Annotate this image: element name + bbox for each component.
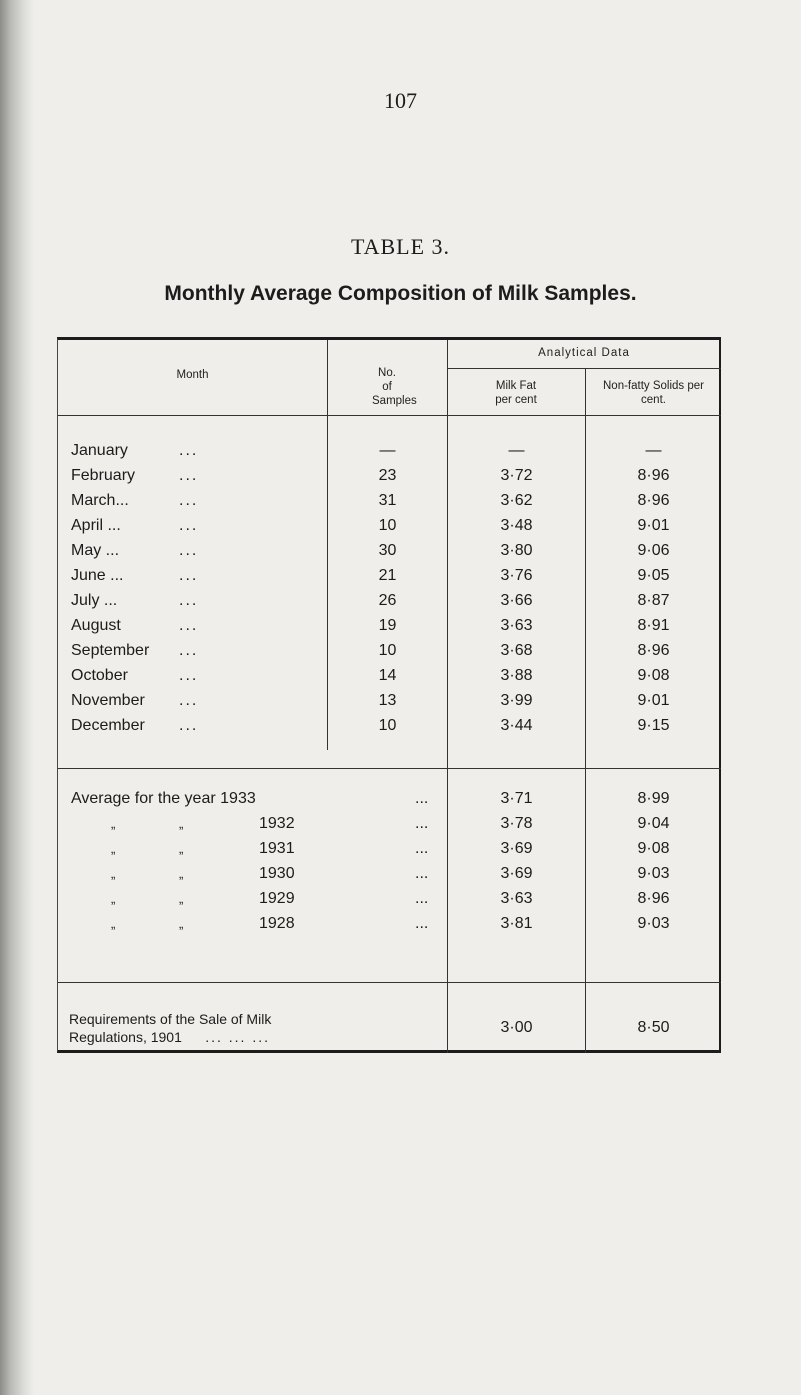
milk-fat-value: 3·44 [500,717,533,734]
milk-fat-value: 3·63 [500,617,533,634]
samples-value: 19 [378,617,397,634]
section-divider [58,982,721,983]
leader-dots: ... [179,617,199,634]
milk-fat-value: 3·62 [500,492,533,509]
leader-dots: ... ... ... [205,1029,271,1045]
leader-dots: ... [179,567,199,584]
ditto-marks: „ „ [111,891,214,906]
average-label: Average for the year [71,790,216,807]
samples-value: — [379,442,396,459]
milk-fat-value: 3·76 [500,567,533,584]
non-fatty-solids-value: 8·87 [637,592,670,609]
header-samples: No. of Samples [372,367,417,407]
table-subtitle: Monthly Average Composition of Milk Samples. [164,282,637,305]
samples-value: 10 [378,642,397,659]
non-fatty-solids-value: 9·15 [637,717,670,734]
milk-fat-value: 3·69 [500,840,533,857]
non-fatty-solids-value: 9·03 [637,915,670,932]
month-name: June ... [71,567,124,584]
leader-dots: ... [179,542,199,559]
non-fatty-solids-value: 9·03 [637,865,670,882]
milk-fat-value: 3·99 [500,692,533,709]
month-name: April ... [71,517,121,534]
header-non-fatty-solids: Non-fatty Solids per cent. [603,380,704,406]
milk-fat-value: 3·78 [500,815,533,832]
samples-value: 23 [378,467,397,484]
samples-value: 31 [378,492,397,509]
samples-value: 30 [378,542,397,559]
requirements-line-1: Requirements of the Sale of Milk [69,1011,272,1027]
month-name: May ... [71,542,120,559]
non-fatty-solids-value: 9·08 [637,840,670,857]
leader-dots: ... [179,442,199,459]
leader-dots: ... [179,692,199,709]
leader-dots: ... [179,642,199,659]
non-fatty-solids-value: 9·06 [637,542,670,559]
month-name: September [71,642,150,659]
milk-fat-value: 3·63 [500,890,533,907]
samples-value: 14 [378,667,397,684]
non-fatty-solids-value: 8·91 [637,617,670,634]
non-fatty-solids-value: 9·04 [637,815,670,832]
milk-fat-value: 3·80 [500,542,533,559]
milk-fat-requirement: 3·00 [500,1019,533,1036]
non-fatty-solids-value: 8·96 [637,642,670,659]
leader-dots: ... [415,815,429,832]
month-name: August [71,617,121,634]
leader-dots: ... [415,890,429,907]
month-name: February [71,467,136,484]
year: 1929 [259,890,295,907]
year: 1930 [259,865,295,882]
leader-dots: ... [179,667,199,684]
non-fatty-solids-value: 9·05 [637,567,670,584]
header-divider [58,415,721,416]
header-month: Month [176,369,209,381]
non-fatty-solids-value: 9·01 [637,517,670,534]
section-divider [58,768,721,769]
leader-dots: ... [179,467,199,484]
milk-fat-value: 3·88 [500,667,533,684]
milk-fat-value: 3·48 [500,517,533,534]
ditto-marks: „ „ [111,916,214,931]
non-fatty-solids-value: 8·99 [637,790,670,807]
table-title: TABLE 3. [350,234,451,259]
header-divider [447,368,721,369]
non-fatty-solids-value: 8·96 [637,467,670,484]
month-name: January [71,442,128,459]
leader-dots: ... [415,840,429,857]
requirements-line-2: Regulations, 1901 [69,1029,182,1045]
non-fatty-solids-requirement: 8·50 [637,1019,670,1036]
year: 1931 [259,840,295,857]
non-fatty-solids-value: 9·01 [637,692,670,709]
month-name: December [71,717,145,734]
page-edge-shadow [0,0,34,1395]
samples-value: 10 [378,517,397,534]
ditto-marks: „ „ [111,866,214,881]
header-analytical-data: Analytical Data [538,347,630,359]
header-milk-fat: Milk Fat per cent [495,380,537,406]
leader-dots: ... [179,717,199,734]
samples-value: 21 [378,567,397,584]
leader-dots: ... [179,517,199,534]
samples-value: 10 [378,717,397,734]
month-name: July ... [71,592,118,609]
page-number: 107 [384,88,417,113]
samples-value: 13 [378,692,397,709]
year: 1932 [259,815,295,832]
non-fatty-solids-value: 9·08 [637,667,670,684]
requirements-label [69,1010,271,1046]
milk-fat-value: 3·71 [500,790,533,807]
non-fatty-solids-value: 8·96 [637,492,670,509]
milk-fat-value: 3·68 [500,642,533,659]
month-name: March... [71,492,129,509]
non-fatty-solids-value: 8·96 [637,890,670,907]
milk-fat-value: 3·72 [500,467,533,484]
milk-fat-value: — [508,442,525,459]
ditto-marks: „ „ [111,816,214,831]
milk-fat-value: 3·81 [500,915,533,932]
leader-dots: ... [415,865,429,882]
leader-dots: ... [415,790,429,807]
year: 1928 [259,915,295,932]
leader-dots: ... [179,592,199,609]
leader-dots: ... [415,915,429,932]
month-name: October [71,667,128,684]
ditto-marks: „ „ [111,841,214,856]
leader-dots: ... [179,492,199,509]
milk-fat-value: 3·69 [500,865,533,882]
milk-composition-table [57,337,721,1053]
milk-fat-value: 3·66 [500,592,533,609]
month-name: November [71,692,145,709]
non-fatty-solids-value: — [645,442,662,459]
samples-value: 26 [378,592,397,609]
year: 1933 [220,790,256,807]
